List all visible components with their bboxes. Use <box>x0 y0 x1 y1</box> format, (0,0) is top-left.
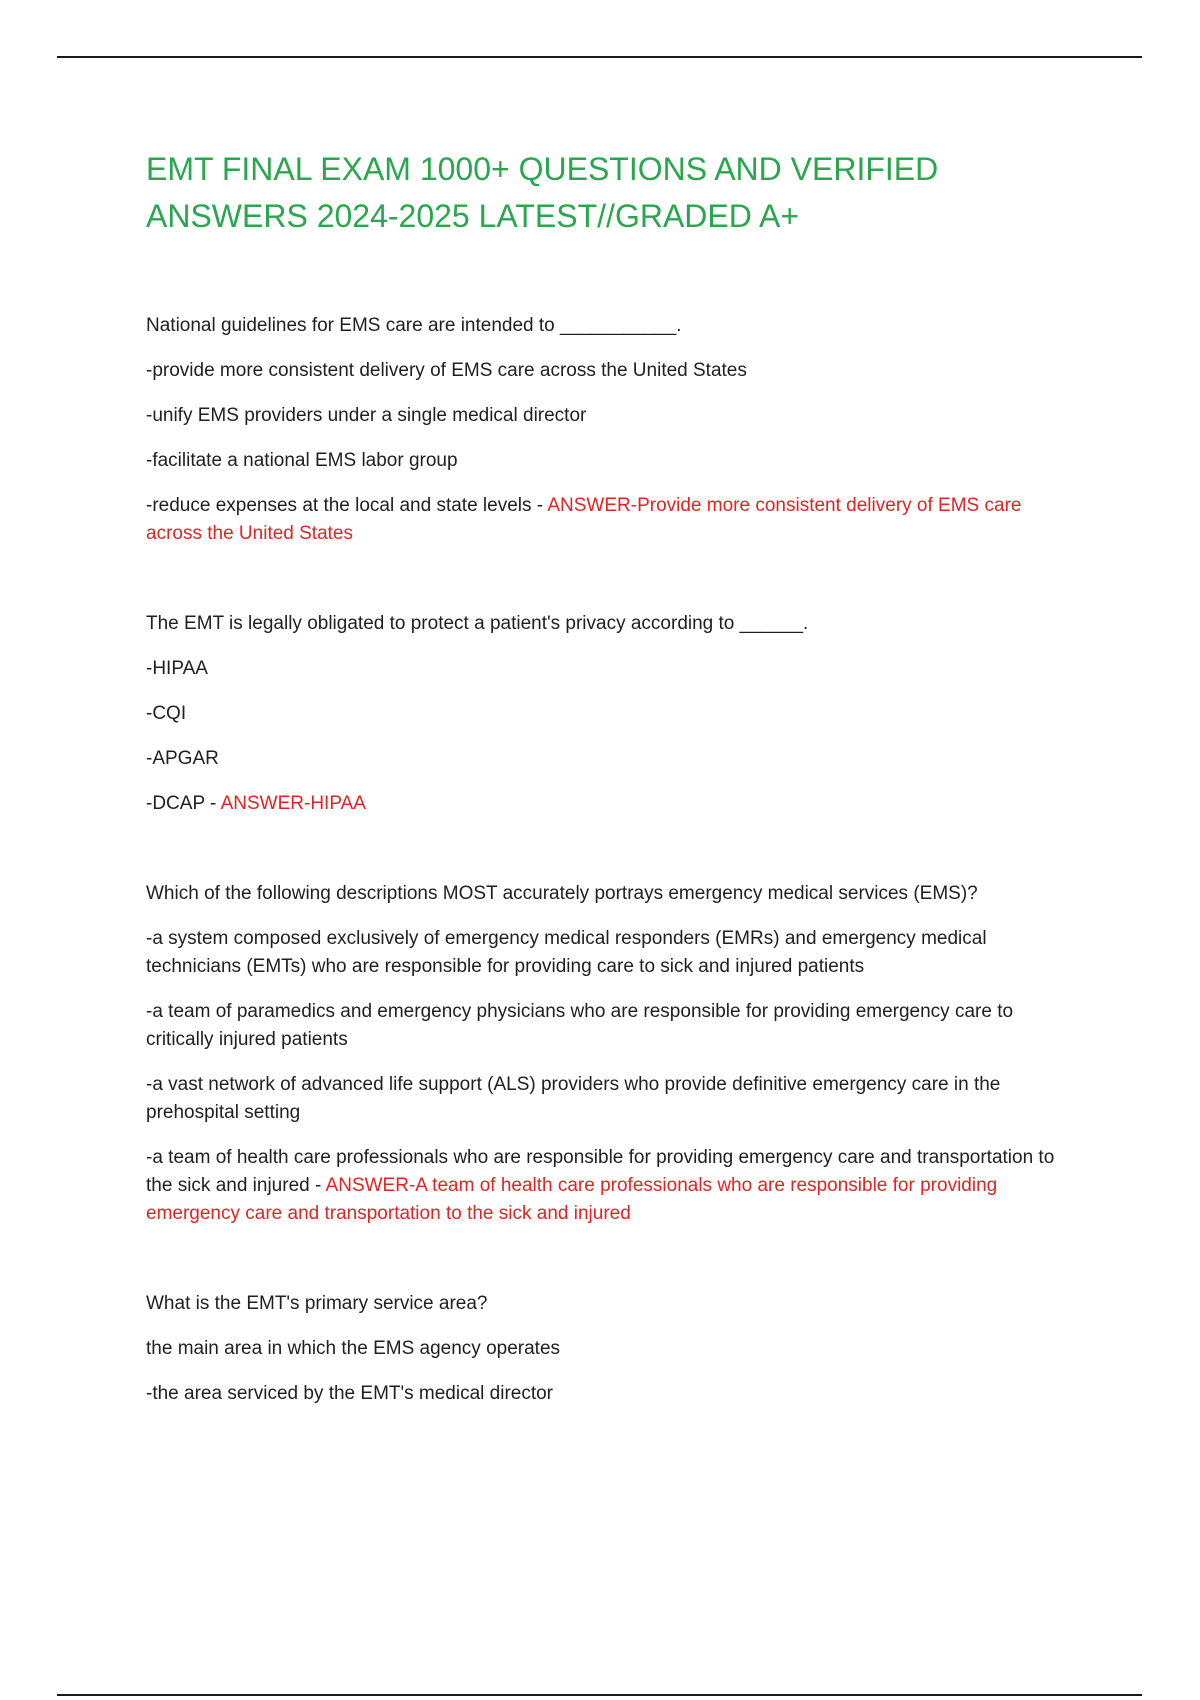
answer-option: -facilitate a national EMS labor group <box>146 450 458 471</box>
question-block <box>146 312 1076 548</box>
answer-option: -CQI <box>146 703 187 724</box>
question-text: The EMT is legally obligated to protect a patient's privacy according to ______. <box>146 613 809 634</box>
answer-option: -a team of health care professionals who are responsible for providing emergency care and transportation to the sick and injured - <box>146 1147 1055 1196</box>
answer-option: -HIPAA <box>146 658 208 679</box>
answer-option: -a team of paramedics and emergency physicians who are responsible for providing emergency care to critically injured patients <box>146 1001 1014 1050</box>
correct-answer: ANSWER-A team of health care professionals who are responsible for providing emergency care and transportation to the sick and injured <box>146 1175 998 1224</box>
question-block <box>146 610 1076 818</box>
answer-option: -a vast network of advanced life support (ALS) providers who provide definitive emergency care in the prehospital setting <box>146 1074 1001 1123</box>
answer-option: -provide more consistent delivery of EMS care across the United States <box>146 360 747 381</box>
answer-option: the main area in which the EMS agency operates <box>146 1338 561 1359</box>
question-block <box>146 1290 1076 1408</box>
top-divider <box>57 56 1142 58</box>
correct-answer: ANSWER-HIPAA <box>220 793 366 814</box>
correct-answer: ANSWER-Provide more consistent delivery of EMS care across the United States <box>146 495 1022 544</box>
answer-option: -the area serviced by the EMT's medical director <box>146 1383 554 1404</box>
answer-option-with-key <box>146 492 1076 548</box>
answer-option: -a system composed exclusively of emergency medical responders (EMRs) and emergency medical technicians (EMTs) who are responsible for providing care to sick and injured patients <box>146 928 987 977</box>
bottom-divider <box>57 1694 1142 1696</box>
answer-option: -unify EMS providers under a single medical director <box>146 405 587 426</box>
question-text: What is the EMT's primary service area? <box>146 1293 488 1314</box>
document-title: EMT FINAL EXAM 1000+ QUESTIONS AND VERIFIED ANSWERS 2024-2025 LATEST//GRADED A+ <box>146 151 939 234</box>
answer-option: -APGAR <box>146 748 219 769</box>
answer-option-with-key <box>146 1144 1076 1228</box>
answer-option: -DCAP - <box>146 793 221 814</box>
question-text: National guidelines for EMS care are intended to ___________. <box>146 315 682 336</box>
answer-option-with-key <box>146 790 1076 818</box>
document-body <box>146 146 1076 1470</box>
question-block <box>146 880 1076 1228</box>
answer-option: -reduce expenses at the local and state levels - <box>146 495 548 516</box>
question-text: Which of the following descriptions MOST accurately portrays emergency medical services (EMS)? <box>146 883 978 904</box>
